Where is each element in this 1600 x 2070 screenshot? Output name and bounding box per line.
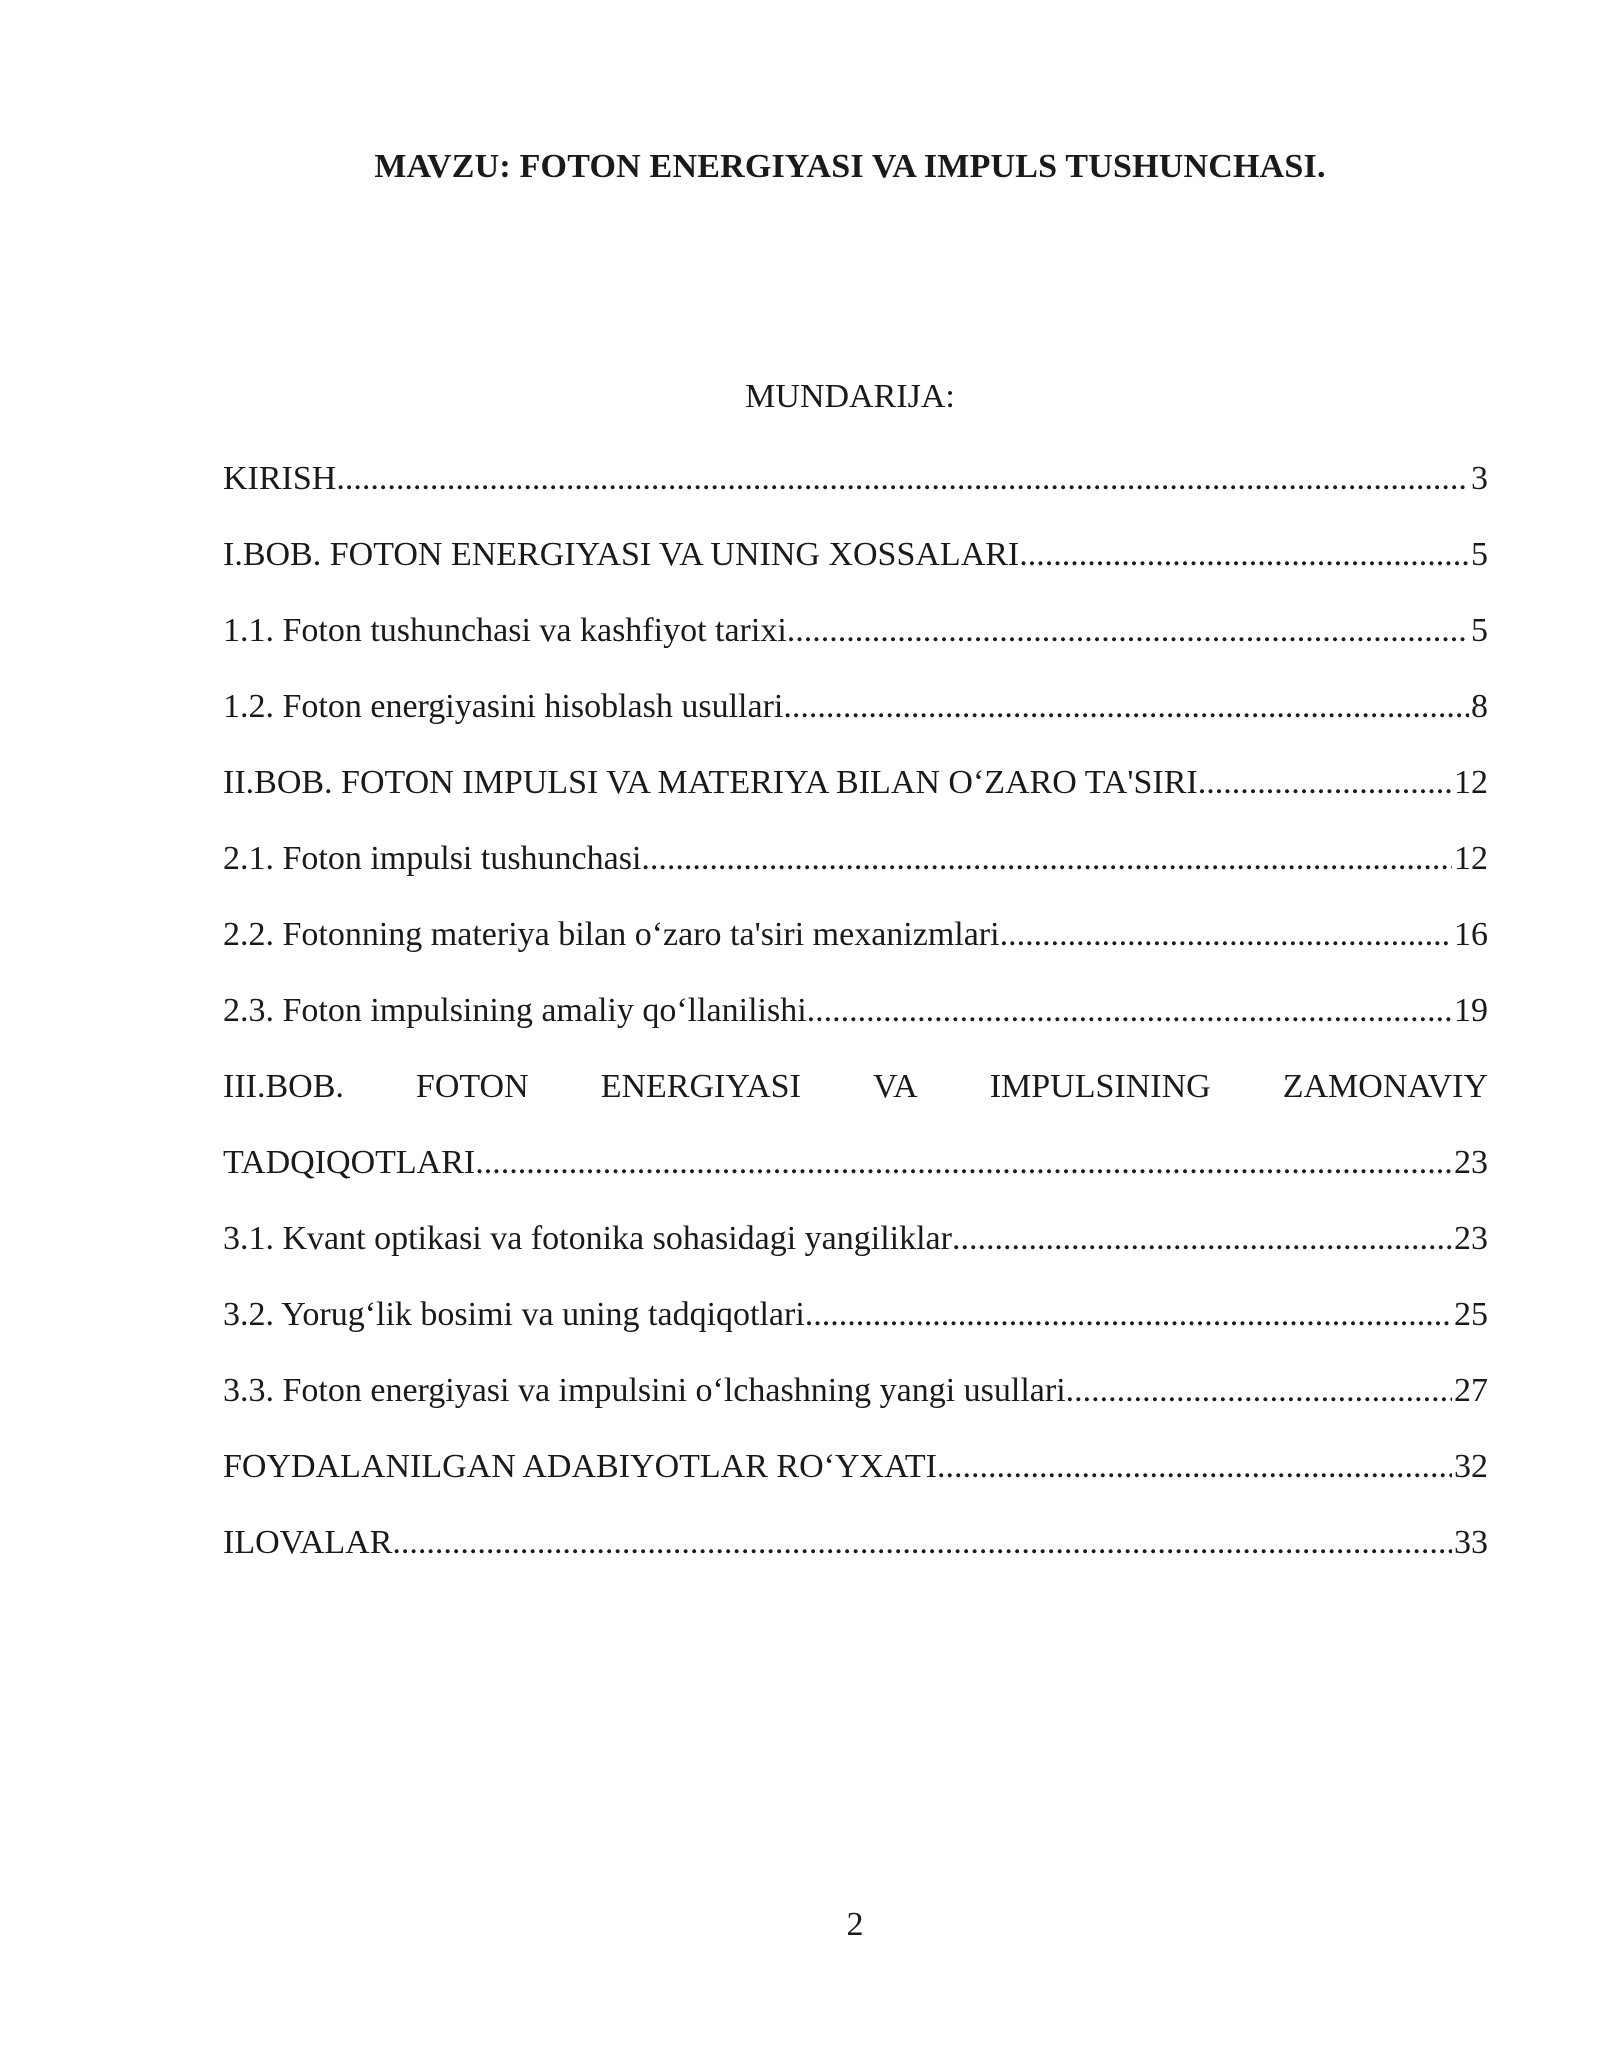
toc-entry-kirish[interactable] xyxy=(223,460,1488,536)
toc-entry-word: FOTON xyxy=(415,1068,529,1105)
toc-entry-section-3-3[interactable] xyxy=(223,1372,1488,1448)
toc-leader-dots xyxy=(807,992,1452,1030)
toc-entry-label: 3.2. Yorug‘lik bosimi va uning tadqiqotlari xyxy=(223,1296,805,1333)
table-of-contents xyxy=(223,460,1488,1600)
toc-entry-label: II.BOB. FOTON IMPULSI VA MATERIYA BILAN O‘ZARO TA'SIRI xyxy=(223,764,1198,801)
toc-leader-dots xyxy=(1019,536,1469,574)
toc-leader-dots xyxy=(1000,916,1452,954)
toc-entry-label: FOYDALANILGAN ADABIYOTLAR RO‘YXATI xyxy=(223,1448,937,1485)
toc-entry-section-3-1[interactable] xyxy=(223,1220,1488,1296)
toc-entry-label: ILOVALAR xyxy=(223,1524,393,1561)
toc-entry-label: I.BOB. FOTON ENERGIYASI VA UNING XOSSALARI xyxy=(223,536,1020,573)
toc-entry-label: 3.3. Foton energiyasi va impulsini o‘lchashning yangi usullari xyxy=(223,1372,1066,1409)
toc-entry-chapter-3-line-2[interactable] xyxy=(223,1144,1488,1220)
toc-entry-page: 19 xyxy=(1454,992,1488,1029)
toc-leader-dots xyxy=(783,688,1469,726)
toc-entry-page: 16 xyxy=(1454,916,1488,953)
toc-entry-references[interactable] xyxy=(223,1448,1488,1524)
toc-entry-section-2-3[interactable] xyxy=(223,992,1488,1068)
toc-entry-label: 3.1. Kvant optikasi va fotonika sohasidagi yangiliklar xyxy=(223,1220,952,1257)
toc-entry-word: III.BOB. xyxy=(223,1068,344,1105)
toc-leader-dots xyxy=(1198,764,1452,802)
toc-leader-dots xyxy=(336,460,1469,498)
toc-entry-chapter-1[interactable] xyxy=(223,536,1488,612)
toc-entry-page: 3 xyxy=(1471,460,1488,497)
toc-entry-page: 12 xyxy=(1454,764,1488,801)
toc-entry-label: 2.3. Foton impulsining amaliy qo‘llanilishi xyxy=(223,992,807,1029)
toc-leader-dots xyxy=(937,1448,1452,1486)
toc-entry-word: VA xyxy=(872,1068,918,1105)
toc-leader-dots xyxy=(805,1296,1452,1334)
toc-entry-section-1-2[interactable] xyxy=(223,688,1488,764)
toc-leader-dots xyxy=(392,1524,1452,1562)
toc-entry-label: 2.2. Fotonning materiya bilan o‘zaro ta'siri mexanizmlari xyxy=(223,916,1000,953)
toc-entry-page: 5 xyxy=(1471,612,1488,649)
toc-entry-page: 33 xyxy=(1454,1524,1488,1561)
toc-heading: MUNDARIJA: xyxy=(745,378,955,415)
toc-entry-chapter-2[interactable] xyxy=(223,764,1488,840)
toc-leader-dots xyxy=(787,612,1469,650)
toc-leader-dots xyxy=(952,1220,1452,1258)
page-title: MAVZU: FOTON ENERGIYASI VA IMPULS TUSHUNCHASI. xyxy=(374,148,1326,185)
toc-entry-page: 23 xyxy=(1454,1144,1488,1181)
toc-leader-dots xyxy=(641,840,1452,878)
toc-entry-page: 32 xyxy=(1454,1448,1488,1485)
toc-entry-word: ENERGIYASI xyxy=(600,1068,801,1105)
toc-entry-section-1-1[interactable] xyxy=(223,612,1488,688)
toc-entry-page: 25 xyxy=(1454,1296,1488,1333)
toc-entry-page: 8 xyxy=(1471,688,1488,725)
toc-leader-dots xyxy=(475,1144,1452,1182)
toc-entry-section-2-2[interactable] xyxy=(223,916,1488,992)
toc-entry-page: 27 xyxy=(1454,1372,1488,1409)
toc-entry-word: ZAMONAVIY xyxy=(1282,1068,1488,1105)
toc-entry-page: 12 xyxy=(1454,840,1488,877)
toc-entry-section-3-2[interactable] xyxy=(223,1296,1488,1372)
toc-entry-label: 2.1. Foton impulsi tushunchasi xyxy=(223,840,642,877)
toc-entry-label: TADQIQOTLARI xyxy=(223,1144,476,1181)
toc-entry-page: 23 xyxy=(1454,1220,1488,1257)
toc-entry-label: KIRISH xyxy=(223,460,337,497)
toc-entry-label: 1.2. Foton energiyasini hisoblash usullari xyxy=(223,688,784,725)
page-number: 2 xyxy=(846,1906,864,1943)
toc-entry-word: IMPULSINING xyxy=(989,1068,1211,1105)
toc-entry-chapter-3-line-1[interactable] xyxy=(223,1068,1488,1144)
toc-entry-appendices[interactable] xyxy=(223,1524,1488,1600)
toc-entry-page: 5 xyxy=(1471,536,1488,573)
toc-leader-dots xyxy=(1066,1372,1452,1410)
toc-entry-section-2-1[interactable] xyxy=(223,840,1488,916)
toc-entry-label: 1.1. Foton tushunchasi va kashfiyot tarixi xyxy=(223,612,787,649)
